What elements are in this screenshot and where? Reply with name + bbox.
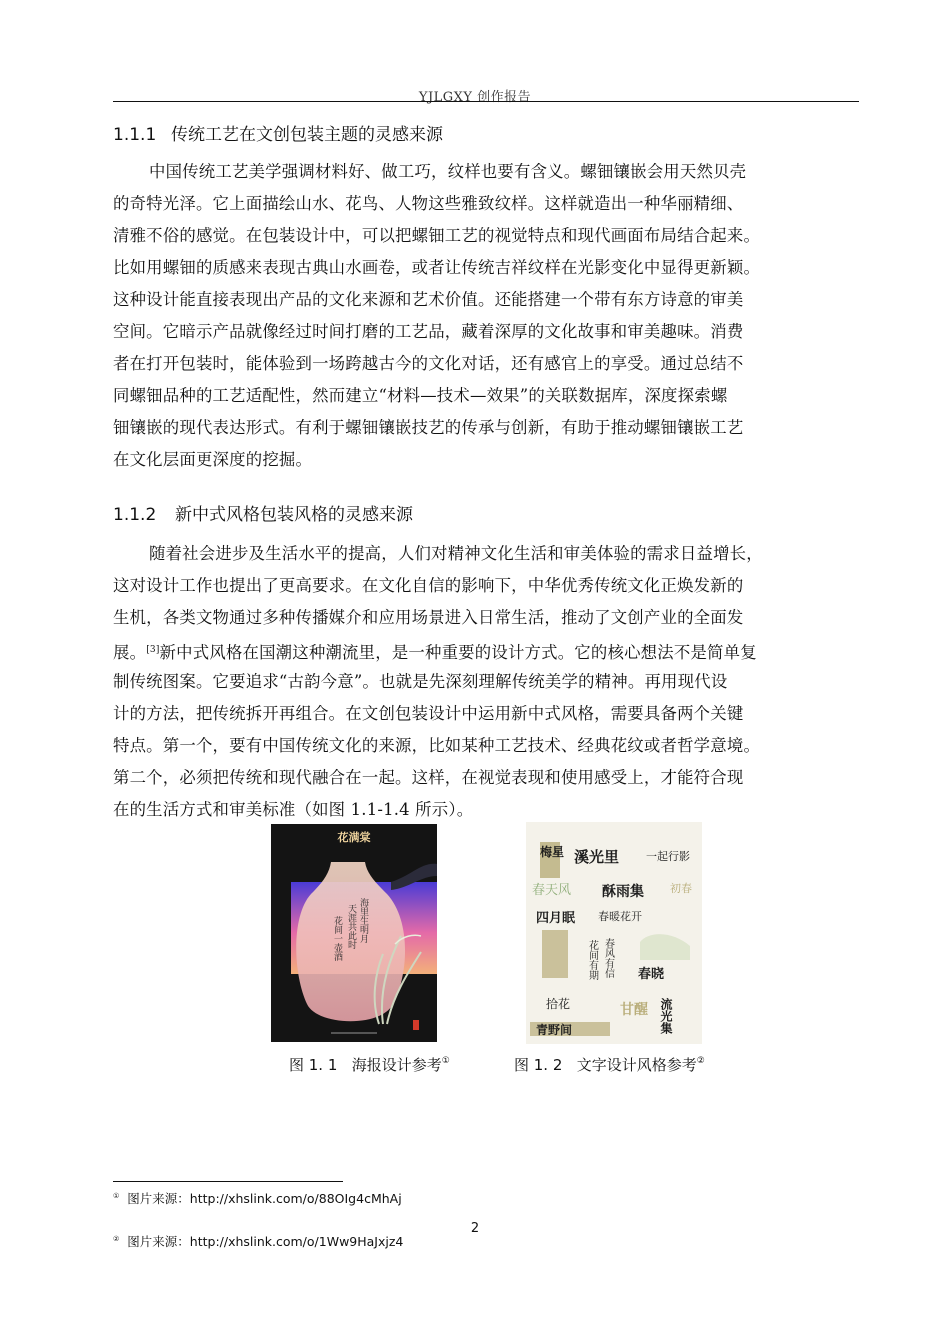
typo-word: 初春 [670,882,692,895]
poster-title: 花满棠 [337,831,371,844]
text-line: 计的方法，把传统拆开再组合。在文创包装设计中运用新中式风格，需要具备两个关键 [113,704,744,723]
typo-word: 甘醒 [620,1002,648,1018]
poster-image [271,824,437,1042]
paragraph-1-1-2 [113,538,859,826]
text-line: 空间。它暗示产品就像经过时间打磨的工艺品，藏着深厚的文化故事和审美趣味。消费 [113,322,744,341]
citation-ref: [3] [146,645,160,655]
footnote-ref: ② [696,1056,705,1066]
footnote-text: 图片来源：http://xhslink.com/o/88OIg4cMhAj [127,1191,402,1206]
poster-vertical-text: 花间一壶酒 [332,916,342,961]
text-line: 钿镶嵌的现代表达形式。有利于螺钿镶嵌技艺的传承与创新，有助于推动螺钿镶嵌工艺 [113,418,744,437]
running-header: YJLGXY 创作报告 [418,90,532,105]
typo-word: 青野间 [536,1023,573,1037]
text-segment: 展。 [113,643,147,662]
section-title: 传统工艺在文创包装主题的灵感来源 [171,125,443,145]
seal-mark [413,1020,419,1030]
text-line: 中国传统工艺美学强调材料好、做工巧，纹样也要有含义。螺钿镶嵌会用天然贝壳 [149,162,747,181]
text-segment: 新中式风格在国潮这种潮流里，是一种重要的设计方式。它的核心想法不是简单复 [159,643,757,662]
figure-typography [526,822,702,1044]
poster-vertical-text: 海里生明月 [358,898,368,943]
text-line: 同螺钿品种的工艺适配性，然而建立“材料—技术—效果”的关联数据库，深度探索螺 [113,386,728,405]
footnote-text: 图片来源：http://xhslink.com/o/1Ww9HaJxjz4 [127,1234,404,1249]
figure-label: 图 1. 2 [514,1056,563,1074]
typo-word: 春天风 [532,883,572,898]
figure-caption-2 [514,1054,705,1075]
text-line: 在文化层面更深度的挖掘。 [113,450,313,469]
section-heading-1-1-2 [113,500,413,525]
text-line: 比如用螺钿的质感来表现古典山水画卷，或者让传统吉祥纹样在光影变化中显得更新颖。 [113,258,761,277]
figure-label: 图 1. 1 [289,1056,338,1074]
section-heading-1-1-1 [113,120,443,145]
footnote-rule [113,1181,343,1182]
typo-word: 拾花 [546,997,571,1011]
footnote-ref: ① [441,1056,450,1066]
text-line: 这种设计能直接表现出产品的文化来源和艺术价值。还能搭建一个带有东方诗意的审美 [113,290,744,309]
section-number: 1.1.1 [113,125,157,145]
section-title: 新中式风格包装风格的灵感来源 [175,505,413,525]
text-line: 制传统图案。它要追求“古韵今意”。也就是先深刻理解传统美学的精神。再用现代设 [113,672,728,691]
text-line: 者在打开包装时，能体验到一场跨越古今的文化对话，还有感官上的享受。通过总结不 [113,354,744,373]
header-rule [113,101,859,102]
typo-word: 四月眠 [536,911,576,926]
text-line: 生机，各类文物通过多种传播媒介和应用场景进入日常生活，推动了文创产业的全面发 [113,608,744,627]
text-line: 特点。第一个，要有中国传统文化的来源，比如某种工艺技术、经典花纹或者哲学意境。 [113,736,761,755]
section-number: 1.1.2 [113,505,157,525]
figure-caption-1 [289,1054,450,1075]
figure-poster [271,824,437,1042]
footnote-1 [113,1189,402,1207]
text-line: 在的生活方式和审美标准（如图 1.1-1.4 所示）。 [113,800,474,819]
typo-word: 春暖花开 [598,910,642,923]
footnote-mark: ① [113,1192,120,1200]
typography-image [526,822,702,1044]
page-number: 2 [470,1221,480,1236]
typo-word: 春风有信 [602,938,614,978]
typo-word: 一起行影 [646,850,690,863]
typo-word: 花间有期 [586,940,598,980]
typo-word: 溪光里 [574,848,620,866]
typo-word: 酥雨集 [602,884,644,900]
poster-vertical-text: 天涯共此时 [346,904,356,949]
text-line: 清雅不俗的感觉。在包装设计中，可以把螺钿工艺的视觉特点和现代画面布局结合起来。 [113,226,761,245]
typo-word: 流光集 [659,998,673,1034]
footnote-mark: ② [113,1235,120,1243]
text-line: 的奇特光泽。它上面描绘山水、花鸟、人物这些雅致纹样。这样就造出一种华丽精细、 [113,194,744,213]
text-line: 随着社会进步及生活水平的提高，人们对精神文化生活和审美体验的需求日益增长， [149,544,763,563]
typo-word: 梅星 [540,845,565,859]
typo-word: 春晓 [638,967,665,982]
figure-caption-text: 文字设计风格参考 [576,1056,697,1074]
text-line: 第二个，必须把传统和现代融合在一起。这样，在视觉表现和使用感受上，才能符合现 [113,768,744,787]
figure-caption-text: 海报设计参考 [351,1056,442,1074]
text-line-with-citation [113,634,859,666]
paragraph-1-1-1 [113,156,859,476]
text-line: 这对设计工作也提出了更高要求。在文化自信的影响下，中华优秀传统文化正焕发新的 [113,576,744,595]
